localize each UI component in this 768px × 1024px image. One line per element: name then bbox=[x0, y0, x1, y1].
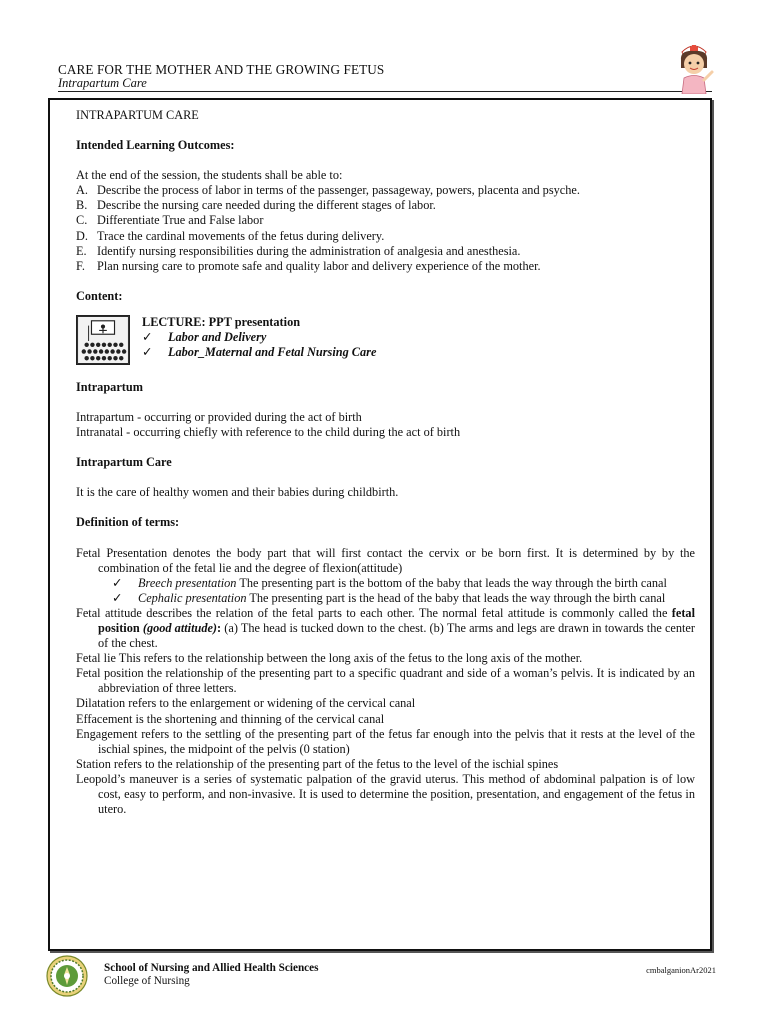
footer-code: cmbalganionAr2021 bbox=[646, 965, 716, 975]
page-footer bbox=[46, 955, 726, 995]
header-divider bbox=[58, 91, 712, 92]
list-item: ✓ Breech presentation The presenting part is the bottom of the baby that leads the way through the birth canal bbox=[112, 575, 667, 590]
list-item: E. Identify nursing responsibilities during the administration of analgesia and anesthesia. bbox=[76, 243, 521, 258]
list-item: C. Differentiate True and False labor bbox=[76, 213, 264, 228]
care-heading: Intrapartum Care bbox=[76, 455, 172, 470]
outcomes-heading: Intended Learning Outcomes: bbox=[76, 138, 235, 153]
lecture-block bbox=[76, 315, 695, 365]
footer-school: School of Nursing and Allied Health Sciences bbox=[104, 962, 319, 974]
definitions-heading: Definition of terms: bbox=[76, 515, 180, 530]
list-item: F. Plan nursing care to promote safe and quality labor and delivery experience of the mother. bbox=[76, 258, 541, 273]
list-item: ✓ Labor_Maternal and Fetal Nursing Care bbox=[142, 345, 377, 360]
intrapartum-heading: Intrapartum bbox=[76, 379, 143, 394]
definition-term: Fetal lie This refers to the relationship between the long axis of the fetus to the long axis of the mother. bbox=[76, 651, 583, 666]
care-text: It is the care of healthy women and their babies during childbirth. bbox=[76, 485, 399, 500]
outcomes-list bbox=[76, 183, 695, 274]
definition-term: Dilatation refers to the enlargement or widening of the cervical canal bbox=[76, 696, 416, 711]
list-item: ✓ Labor and Delivery bbox=[142, 330, 267, 345]
definition-fetal-presentation: Fetal Presentation denotes the body part that will first contact the cervix or be born first. It is determined by by the combination of the fetal lie and the degree of flexion(attitude) bbox=[76, 545, 696, 575]
checkmark-icon: ✓ bbox=[142, 330, 153, 345]
content-heading: Content: bbox=[76, 288, 123, 303]
definition-term: Station refers to the relationship of the presenting part of the fetus to the level of the ischial spines bbox=[76, 756, 559, 771]
list-item: D. Trace the cardinal movements of the fetus during delivery. bbox=[76, 228, 385, 243]
nurse-mascot-icon bbox=[672, 38, 716, 94]
definition-fetal-attitude: Fetal attitude describes the relation of the fetal parts to each other. The normal fetal attitude is commonly called the fetal position (good attitude): (a) The head is tucked down to the chest. (b) The arms and legs are drawn in towards the center of the chest. bbox=[76, 605, 695, 651]
header-title: CARE FOR THE MOTHER AND THE GROWING FETUS bbox=[58, 62, 385, 77]
main-content bbox=[76, 108, 695, 817]
checkmark-icon: ✓ bbox=[112, 575, 123, 590]
definition-term: Effacement is the shortening and thinning of the cervical canal bbox=[76, 711, 385, 726]
list-item: A. Describe the process of labor in terms of the passenger, passageway, powers, placenta and psyche. bbox=[76, 183, 580, 198]
section-title: INTRAPARTUM CARE bbox=[76, 108, 199, 122]
list-item: B. Describe the nursing care needed during the different stages of labor. bbox=[76, 198, 436, 213]
outcomes-intro: At the end of the session, the students shall be able to: bbox=[76, 168, 343, 183]
intranatal-definition: Intranatal - occurring chiefly with reference to the child during the act of birth bbox=[76, 425, 461, 440]
footer-college: College of Nursing bbox=[104, 975, 190, 987]
header-subtitle: Intrapartum Care bbox=[58, 76, 147, 90]
checkmark-icon: ✓ bbox=[112, 590, 123, 605]
definition-term: Engagement refers to the settling of the presenting part of the fetus far enough into the pelvis that it rests at the level of the ischial spines, the midpoint of the pelvis (0 station) bbox=[76, 726, 695, 756]
list-item: ✓ Cephalic presentation The presenting part is the head of the baby that leads the way through the birth canal bbox=[112, 590, 666, 605]
page-header bbox=[58, 62, 712, 90]
definition-term: Leopold’s maneuver is a series of systematic palpation of the gravid uterus. This method of abdominal palpation is of low cost, easy to perform, and non-invasive. It is used to determine the position, presentation, and engagement of the fetus in utero. bbox=[76, 771, 695, 817]
checkmark-icon: ✓ bbox=[142, 345, 153, 360]
classroom-lecture-icon bbox=[76, 315, 130, 365]
intrapartum-definition: Intrapartum - occurring or provided during the act of birth bbox=[76, 410, 362, 425]
school-seal-icon bbox=[46, 955, 88, 997]
definition-term: Fetal position the relationship of the presenting part to a specific quadrant and side of a woman’s pelvis. It is indicated by an abbreviation of three letters. bbox=[76, 666, 696, 696]
lecture-title: LECTURE: PPT presentation bbox=[142, 314, 301, 329]
